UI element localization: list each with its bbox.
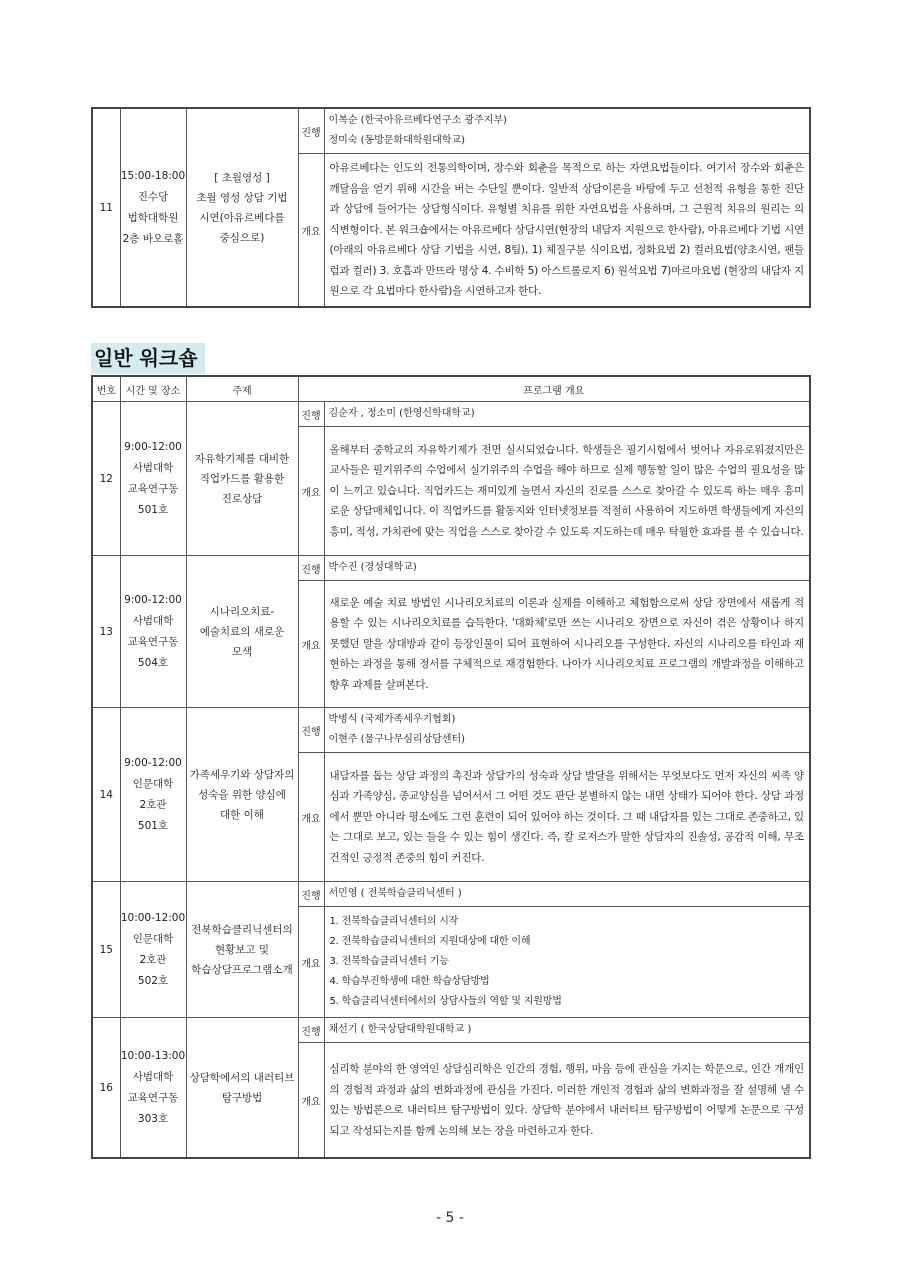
presenter-name: 김순자 , 정소미 (한영신학대학교): [328, 408, 475, 419]
building-text: 2호관: [139, 798, 167, 811]
overview-paragraph: 내담자를 돕는 상담 과정의 촉진과 상담가의 성숙과 상담 발달을 위해서는 무엇보다도 먼저 자신의 씨족 양심과 가족양심, 종교양심을 넘어서서 그 어떤 것도 판단 분별하지 않는 내면 상태가 되어야 한다. 상담 과정에서 뿐만 아니라 평소에도 그런 훈련이 되어 있어야 하는 것이다. 그 때 내담자를 있는 그대로 존중하고, 있는 그대로 보고, 있는 들을 수 있는 힘이 생긴다. 즉, 칼 로저스가 말한 상담자의 진솔성, 공감적 이해, 무조건적인 긍정적 존중의 힘이 커진다.: [329, 769, 804, 864]
building-text: 진수당: [137, 190, 169, 203]
topic-line: 학습상담프로그램소개: [191, 963, 293, 976]
overview-label: 개요: [298, 1043, 324, 1159]
topic-cell: [186, 882, 298, 1018]
row-number: 16: [92, 1018, 120, 1159]
room-text: 501호: [137, 819, 169, 832]
room-text: 2층 바오로홀: [122, 232, 184, 245]
presenter-name: 정미숙 (동방문화대학원대학교): [328, 135, 466, 146]
topic-line: 진로상담: [221, 492, 263, 505]
header-no: 번호: [92, 376, 120, 402]
time-text: 9:00-12:00: [124, 440, 182, 453]
topic-line: 중심으로): [219, 231, 265, 244]
time-place: [120, 402, 186, 556]
overview-text: [324, 427, 810, 556]
presenters-cell: [324, 108, 810, 154]
row-number: 14: [92, 708, 120, 882]
presenter-name: 박병식 (국제가족세우기협회): [328, 714, 456, 725]
topic-line: 직업카드를 활용한: [199, 472, 285, 485]
table-row: [92, 1018, 810, 1043]
topic-line: 상담학에서의 내러티브: [189, 1071, 295, 1084]
topic-line: 시연(아유르베다를: [199, 211, 285, 224]
time-place: [120, 108, 186, 307]
presenter-name: 이복순 (한국아유르베다연구소 광주지부): [328, 115, 507, 126]
page-number: - 5 -: [436, 1210, 464, 1226]
building-text: 교육연구동: [127, 482, 179, 495]
table-row: [92, 882, 810, 907]
overview-label: 개요: [298, 907, 324, 1018]
list-item: 1. 전북학습클리닉센터의 시작: [329, 916, 459, 927]
list-item: 3. 전북학습클리닉센터 기능: [329, 956, 449, 967]
overview-paragraph: 심리학 분야의 한 영역인 상담심리학은 인간의 경험, 행위, 마음 등에 관심을 가지는 학문으로, 인간 개개인의 경험적 과정과 삶의 변화과정에 관심을 가진다. 이러한 개인적 경험과 삶의 변화과정을 잘 설명해 낼 수 있는 방법론으로 내러티브 탐구방법이 있다. 상담학 분야에서 내러티브 탐구방법이 어떻게 논문으로 구성되고 작성되는지를 함께 논의해 보는 장을 마련하고자 한다.: [329, 1063, 804, 1137]
overview-label: 개요: [298, 154, 324, 308]
overview-paragraph: 올해부터 중학교의 자유학기제가 전면 실시되었습니다. 학생들은 필기시험에서 벗어나 자유로워졌지만은 교사들은 필기위주의 수업에서 실기위주의 수업을 해야 하므로 실제 행동할 일이 많은 수업의 필요성을 많이 느끼고 있습니다. 직업카드는 재미있게 놀면서 자신의 진로를 스스로 찾아갈 수 있도록 하는 매우 흥미로운 상담매체입니다. 이 직업카드를 활동지와 인터넷정보를 적절히 사용하여 지도하면 학생들에게 자신의 흥미, 적성, 가치관에 맞는 직업을 스스로 찾아갈 수 있도록 지도하는데 매우 탁월한 효과를 볼 수 있습니다.: [329, 443, 804, 538]
header-place: 시간 및 장소: [120, 376, 186, 402]
list-item: 5. 학습클리닉센터에서의 상담사들의 역할 및 지원방법: [329, 996, 562, 1007]
table-row: [92, 556, 810, 581]
room-text: 303호: [137, 1112, 169, 1125]
workshop-table-top: [91, 107, 811, 308]
topic-line: 시나리오치료-: [209, 605, 275, 618]
overview-text: [324, 581, 810, 708]
room-text: 501호: [137, 503, 169, 516]
topic-line: [ 초월영성 ]: [214, 171, 270, 184]
presenter-label: 진행: [298, 1018, 324, 1043]
table-row: [92, 108, 810, 154]
table-row: [92, 708, 810, 753]
topic-cell: [186, 402, 298, 556]
overview-label: 개요: [298, 581, 324, 708]
table-header: [92, 376, 810, 402]
topic-line: 모색: [231, 645, 253, 658]
overview-label: 개요: [298, 427, 324, 556]
overview-text: [324, 1043, 810, 1159]
building-text: 사범대학: [132, 1070, 174, 1083]
row-number: 12: [92, 402, 120, 556]
presenters-cell: [324, 556, 810, 581]
time-text: 9:00-12:00: [124, 756, 182, 769]
presenters-cell: [324, 708, 810, 753]
presenters-cell: [324, 402, 810, 427]
topic-line: 대한 이해: [220, 808, 264, 821]
topic-cell: [186, 556, 298, 708]
building-text: 인문대학: [132, 932, 174, 945]
presenter-label: 진행: [298, 556, 324, 581]
building-text: 2호관: [139, 953, 167, 966]
overview-paragraph: 아유르베다는 인도의 전통의학이며, 장수와 회춘을 목적으로 하는 자연요법들이다. 여기서 장수와 회춘은 깨달음을 얻기 위해 시간을 버는 수단일 뿐이다. 일반적 상담이론을 바탕에 두고 선천적 유형을 통한 진단과 상담에 들어가는 상담형식이다. 유형별 치유를 위한 자연요법을 사용하며, 그 근원적 치유의 원리는 의식변형이다. 본 워크숍에서는 아유르베다 상담시연(현장의 내담자 지원으로 한사람), 아유르베다 기법 시연(아래의 아유르베다 상담 기법을 시연, 8팀), 1) 체질구분 식이요법, 정화요법 2) 컬러요법(양초시연, 팬들럼과 컬러) 3. 호흡과 만뜨라 명상 4. 수비학 5) 아스트롤로지 6) 원석요법 7)마르마요법 (현장의 내담자 지원으로 각 요법마다 한사람)을 시연하고자 한다.: [329, 162, 804, 298]
presenter-name: 채선기 ( 한국상담대학원대학교 ): [328, 1024, 472, 1035]
topic-line: 초월 영성 상담 기법: [196, 191, 288, 204]
building-text: 법학대학원: [127, 211, 179, 224]
overview-text: [324, 154, 810, 308]
time-text: 15:00-18:00: [120, 169, 186, 182]
time-place: [120, 1018, 186, 1159]
time-place: [120, 882, 186, 1018]
presenter-name: 서민영 ( 전북학습클리닉센터 ): [328, 888, 462, 899]
row-number: 13: [92, 556, 120, 708]
building-text: 인문대학: [132, 777, 174, 790]
presenter-label: 진행: [298, 708, 324, 753]
time-text: 10:00-12:00: [120, 911, 186, 924]
topic-line: 성숙을 위한 양심에: [198, 788, 286, 801]
topic-line: 예술치료의 새로운: [199, 625, 285, 638]
topic-line: 자유학기제를 대비한: [194, 452, 290, 465]
topic-line: 전북학습클리닉센터의: [191, 923, 293, 936]
presenter-name: 박수진 (경성대학교): [328, 562, 417, 573]
building-text: 사범대학: [132, 461, 174, 474]
room-text: 502호: [137, 974, 169, 987]
topic-cell: [186, 1018, 298, 1159]
list-item: 4. 학습부진학생에 대한 학습상담방법: [329, 976, 490, 987]
section-title: 일반 워크숍: [91, 343, 205, 374]
overview-list: [324, 907, 810, 1018]
topic-line: 탐구방법: [221, 1091, 263, 1104]
time-text: 9:00-12:00: [124, 593, 182, 606]
presenter-name: 이현주 (물구나무심리상담센터): [328, 734, 466, 745]
time-text: 10:00-13:00: [120, 1049, 186, 1062]
topic-line: 가족세우기와 상담자의: [189, 768, 295, 781]
overview-paragraph: 새로운 예술 치료 방법인 시나리오치료의 이론과 실제를 이해하고 체험함으로써 상담 장면에서 새롭게 적용할 수 있는 시나리오치료를 습득한다. '대화체'로만 쓰는 시나리오 장면으로 자신이 겪은 상황이나 하지 못했던 말을 상대방과 같이 등장인물이 되어 표현하여 시나리오를 구성한다. 자신의 시나리오를 타인과 재현하는 과정을 통해 정서를 구체적으로 재경험한다. 나아가 시나리오치료 프로그램의 개발과정을 이해하고 향후 과제를 살펴본다.: [329, 596, 804, 691]
building-text: 사범대학: [132, 614, 174, 627]
header-program: 프로그램 개요: [298, 376, 810, 402]
list-item: 2. 전북학습클리닉센터의 지원대상에 대한 이해: [329, 936, 531, 947]
building-text: 교육연구동: [127, 1091, 179, 1104]
presenters-cell: [324, 1018, 810, 1043]
presenter-label: 진행: [298, 882, 324, 907]
row-number: 11: [92, 108, 120, 307]
time-place: [120, 708, 186, 882]
room-text: 504호: [137, 656, 169, 669]
topic-cell: [186, 708, 298, 882]
overview-label: 개요: [298, 753, 324, 882]
presenters-cell: [324, 882, 810, 907]
time-place: [120, 556, 186, 708]
topic-line: 현황보고 및: [214, 943, 270, 956]
presenter-label: 진행: [298, 402, 324, 427]
overview-text: [324, 753, 810, 882]
workshop-table: [91, 375, 811, 1159]
row-number: 15: [92, 882, 120, 1018]
table-row: [92, 402, 810, 427]
presenter-label: 진행: [298, 108, 324, 154]
topic-cell: [186, 108, 298, 307]
header-topic: 주제: [186, 376, 298, 402]
building-text: 교육연구동: [127, 635, 179, 648]
